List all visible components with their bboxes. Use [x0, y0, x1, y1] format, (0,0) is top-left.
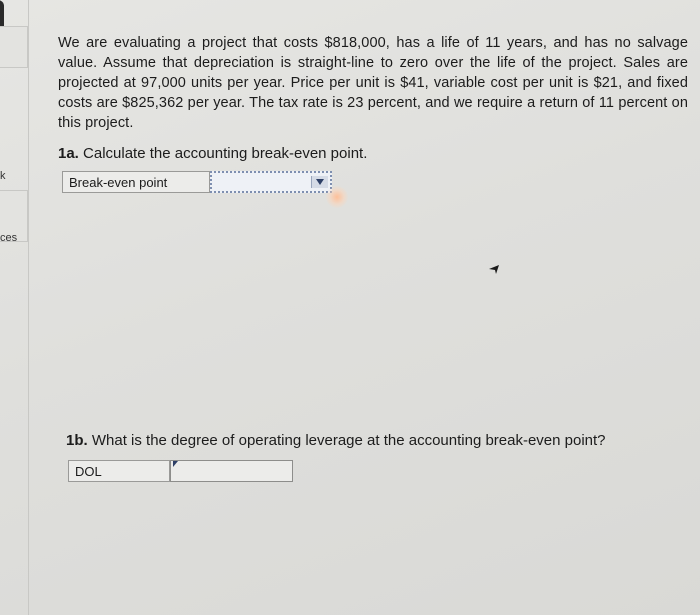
- break-even-select[interactable]: [210, 171, 332, 193]
- question-1b-number: 1b.: [66, 432, 88, 449]
- question-1a-number: 1a.: [58, 145, 79, 162]
- sidebar-tab-upper[interactable]: [0, 26, 28, 68]
- sidebar-fragment-top[interactable]: k: [0, 170, 6, 182]
- question-1a: [58, 145, 367, 162]
- dol-label: DOL: [68, 460, 170, 482]
- mouse-pointer-icon: [486, 260, 502, 276]
- screen-glare: [326, 186, 348, 208]
- break-even-label: Break-even point: [62, 171, 210, 193]
- question-1b-text: What is the degree of operating leverage at the accounting break-even point?: [91, 432, 606, 449]
- answer-row-1a: [62, 171, 332, 193]
- sidebar-edge: [0, 0, 29, 615]
- answer-row-1b: [68, 460, 293, 482]
- dropdown-arrow-icon[interactable]: [311, 176, 328, 188]
- sidebar-fragment-mid[interactable]: ces: [0, 232, 18, 244]
- question-1b: [66, 432, 606, 449]
- input-cursor-icon: [173, 461, 178, 467]
- question-1a-text: Calculate the accounting break-even point.: [83, 145, 368, 162]
- dol-input[interactable]: [170, 460, 293, 482]
- problem-statement: We are evaluating a project that costs $818,000, has a life of 11 years, and has no salvage value. Assume that depreciation is straight-line to zero over the life of the project. Sales are projected at 97,000 units per year. Price per unit is $41, variable cost per unit is $21, and fixed costs are $825,362 per year. The tax rate is 23 percent, and we require a return of 11 percent on this project.: [58, 35, 688, 131]
